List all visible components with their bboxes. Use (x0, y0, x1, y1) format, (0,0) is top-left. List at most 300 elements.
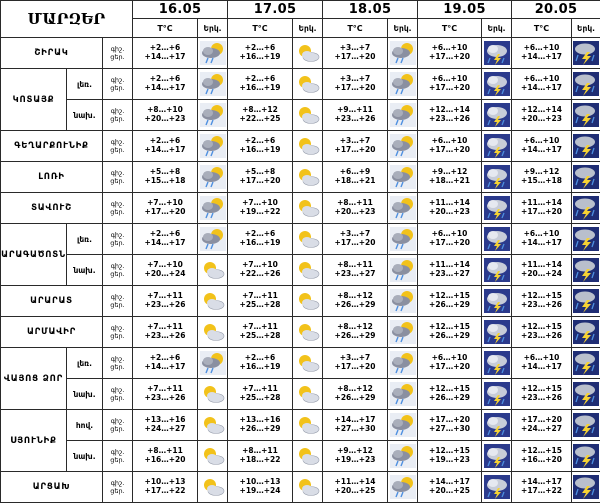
forecast-body (1, 38, 600, 503)
day-temperature: +26…+29 (323, 332, 387, 341)
night-temperature: +12…+15 (418, 385, 481, 394)
night-temperature: +17…+20 (418, 416, 481, 425)
sun-cloud-rain-icon (198, 193, 228, 224)
day-temperature: +17…+20 (323, 84, 387, 93)
time-labels (103, 38, 133, 69)
date-header: 19.05 (418, 1, 512, 19)
temperature-cell (512, 348, 572, 379)
night-temperature: +9…+12 (323, 447, 387, 456)
night-temperature: +7…+11 (228, 385, 292, 394)
temperature-cell (228, 317, 293, 348)
day-temperature: +15…+18 (133, 177, 197, 186)
sun-cloud-rain-icon (388, 317, 418, 348)
region-row (1, 224, 600, 255)
day-temperature: +25…+28 (228, 332, 292, 341)
night-label: գիշ. (103, 169, 132, 177)
thunderstorm-icon (572, 224, 600, 255)
temperature-cell (228, 162, 293, 193)
day-temperature: +17…+20 (228, 177, 292, 186)
night-temperature: +9…+12 (512, 168, 571, 177)
temperature-cell (133, 162, 198, 193)
night-temperature: +5…+8 (133, 168, 197, 177)
night-temperature: +12…+15 (512, 447, 571, 456)
temp-column-header: T°C (512, 19, 572, 38)
temperature-cell (228, 441, 293, 472)
temperature-cell (512, 131, 572, 162)
night-temperature: +10…+13 (228, 478, 292, 487)
day-temperature: +14…+17 (512, 363, 571, 372)
temperature-cell (133, 38, 198, 69)
sun-cloud-icon (293, 193, 323, 224)
night-temperature: +7…+11 (133, 385, 197, 394)
day-temperature: +17…+20 (323, 146, 387, 155)
night-label: գիշ. (103, 138, 132, 146)
storm-cloud-icon (482, 286, 512, 317)
night-label: գիշ. (103, 324, 132, 332)
night-temperature: +13…+16 (228, 416, 292, 425)
sun-cloud-rain-icon (198, 38, 228, 69)
zone-label: նախ. (67, 379, 103, 410)
night-temperature: +12…+15 (418, 292, 481, 301)
night-temperature: +2…+6 (228, 137, 292, 146)
day-temperature: +17…+20 (418, 53, 481, 62)
time-labels (103, 224, 133, 255)
zone-label: նախ. (67, 100, 103, 131)
day-temperature: +23…+26 (512, 394, 571, 403)
day-temperature: +18…+22 (228, 456, 292, 465)
day-temperature: +26…+29 (323, 394, 387, 403)
thunderstorm-icon (572, 162, 600, 193)
night-temperature: +17…+20 (512, 416, 571, 425)
day-temperature: +19…+23 (323, 456, 387, 465)
temperature-cell (418, 286, 482, 317)
night-temperature: +11…+14 (418, 261, 481, 270)
night-temperature: +6…+10 (512, 137, 571, 146)
day-temperature: +25…+28 (228, 301, 292, 310)
region-row (1, 348, 600, 379)
night-temperature: +8…+11 (133, 447, 197, 456)
time-labels (103, 348, 133, 379)
temperature-cell (323, 286, 388, 317)
temperature-cell (228, 348, 293, 379)
night-temperature: +12…+14 (418, 106, 481, 115)
sun-cloud-rain-icon (388, 100, 418, 131)
thunderstorm-icon (572, 100, 600, 131)
day-label: ցեր. (103, 115, 132, 123)
temperature-cell (228, 38, 293, 69)
sun-cloud-icon (293, 162, 323, 193)
night-temperature: +7…+11 (133, 292, 197, 301)
day-temperature: +25…+28 (228, 394, 292, 403)
temperature-cell (133, 100, 198, 131)
day-label: ցեր. (103, 487, 132, 495)
day-temperature: +17…+20 (418, 84, 481, 93)
sun-cloud-rain-icon (388, 286, 418, 317)
region-row (1, 255, 600, 286)
day-temperature: +23…+26 (133, 301, 197, 310)
day-temperature: +23…+26 (133, 332, 197, 341)
day-temperature: +14…+17 (133, 84, 197, 93)
region-name: ԿՈՏԱՅՔ (1, 69, 67, 131)
storm-cloud-icon (482, 193, 512, 224)
temperature-cell (512, 38, 572, 69)
region-row (1, 100, 600, 131)
time-labels (103, 317, 133, 348)
storm-cloud-icon (482, 441, 512, 472)
region-name: ԱՐԱՐԱՏ (1, 286, 103, 317)
day-temperature: +17…+20 (323, 363, 387, 372)
day-temperature: +14…+17 (133, 146, 197, 155)
day-temperature: +16…+19 (228, 146, 292, 155)
storm-cloud-icon (482, 131, 512, 162)
sun-cloud-icon (293, 348, 323, 379)
day-temperature: +14…+17 (133, 239, 197, 248)
sun-cloud-icon (198, 441, 228, 472)
night-label: գիշ. (103, 479, 132, 487)
day-temperature: +17…+20 (418, 146, 481, 155)
night-temperature: +6…+10 (512, 44, 571, 53)
time-labels (103, 69, 133, 100)
sun-cloud-icon (198, 472, 228, 503)
night-temperature: +8…+11 (323, 261, 387, 270)
temperature-cell (512, 410, 572, 441)
time-labels (103, 162, 133, 193)
sun-cloud-rain-icon (198, 100, 228, 131)
temperature-cell (512, 100, 572, 131)
night-temperature: +6…+10 (512, 75, 571, 84)
date-header: 18.05 (323, 1, 418, 19)
night-label: գիշ. (103, 262, 132, 270)
night-temperature: +6…+10 (418, 354, 481, 363)
day-temperature: +17…+20 (133, 208, 197, 217)
sun-cloud-icon (198, 379, 228, 410)
temperature-cell (228, 193, 293, 224)
night-temperature: +7…+10 (228, 199, 292, 208)
sun-cloud-icon (198, 286, 228, 317)
temperature-cell (512, 193, 572, 224)
temperature-cell (418, 162, 482, 193)
sun-cloud-rain-icon (388, 131, 418, 162)
thunderstorm-icon (572, 193, 600, 224)
night-temperature: +9…+11 (323, 106, 387, 115)
region-row (1, 38, 600, 69)
storm-cloud-icon (482, 69, 512, 100)
day-temperature: +23…+26 (133, 394, 197, 403)
night-label: գիշ. (103, 355, 132, 363)
date-header: 16.05 (133, 1, 228, 19)
day-temperature: +17…+20 (323, 239, 387, 248)
day-temperature: +27…+30 (418, 425, 481, 434)
night-temperature: +7…+11 (133, 323, 197, 332)
temperature-cell (133, 410, 198, 441)
sun-cloud-rain-icon (198, 69, 228, 100)
temperature-cell (228, 379, 293, 410)
night-temperature: +11…+14 (512, 261, 571, 270)
temperature-cell (133, 472, 198, 503)
night-temperature: +2…+6 (133, 354, 197, 363)
region-name: ՎԱՅՈՑ ՁՈՐ (1, 348, 67, 410)
table-title: ՄԱՐԶԵՐ (1, 1, 133, 38)
day-label: ցեր. (103, 270, 132, 278)
storm-cloud-icon (482, 348, 512, 379)
day-temperature: +23…+27 (323, 270, 387, 279)
night-temperature: +14…+17 (323, 416, 387, 425)
night-temperature: +3…+7 (323, 230, 387, 239)
temperature-cell (512, 379, 572, 410)
day-temperature: +16…+20 (512, 456, 571, 465)
temperature-cell (133, 348, 198, 379)
night-temperature: +8…+12 (323, 292, 387, 301)
storm-cloud-icon (482, 317, 512, 348)
night-label: գիշ. (103, 386, 132, 394)
temperature-cell (418, 348, 482, 379)
time-labels (103, 255, 133, 286)
sun-cloud-rain-icon (198, 348, 228, 379)
temperature-cell (418, 317, 482, 348)
night-temperature: +7…+10 (228, 261, 292, 270)
day-temperature: +20…+25 (323, 487, 387, 496)
day-temperature: +22…+25 (228, 115, 292, 124)
night-temperature: +2…+6 (133, 75, 197, 84)
region-row (1, 317, 600, 348)
temp-column-header: T°C (228, 19, 293, 38)
temperature-cell (323, 255, 388, 286)
night-label: գիշ. (103, 293, 132, 301)
sun-cloud-icon (293, 472, 323, 503)
night-temperature: +3…+7 (323, 75, 387, 84)
day-temperature: +24…+27 (512, 425, 571, 434)
day-temperature: +16…+19 (228, 363, 292, 372)
sun-cloud-rain-icon (388, 348, 418, 379)
day-temperature: +20…+23 (512, 115, 571, 124)
night-temperature: +7…+10 (133, 261, 197, 270)
sun-cloud-rain-icon (388, 441, 418, 472)
day-temperature: +26…+29 (323, 301, 387, 310)
sun-cloud-icon (293, 379, 323, 410)
temperature-cell (228, 472, 293, 503)
sun-cloud-icon (198, 255, 228, 286)
region-name: ՏԱՎՈՒՇ (1, 193, 103, 224)
sun-cloud-icon (198, 410, 228, 441)
time-labels (103, 131, 133, 162)
sun-cloud-icon (293, 317, 323, 348)
time-labels (103, 410, 133, 441)
day-temperature: +14…+17 (512, 84, 571, 93)
day-temperature: +22…+26 (228, 270, 292, 279)
time-labels (103, 286, 133, 317)
sun-cloud-icon (293, 441, 323, 472)
region-row (1, 69, 600, 100)
temperature-cell (512, 162, 572, 193)
storm-cloud-icon (482, 162, 512, 193)
temperature-cell (323, 317, 388, 348)
sun-cloud-icon (293, 255, 323, 286)
day-label: ցեր. (103, 301, 132, 309)
temperature-cell (512, 317, 572, 348)
day-temperature: +16…+19 (228, 239, 292, 248)
time-labels (103, 193, 133, 224)
temperature-cell (323, 38, 388, 69)
night-temperature: +12…+15 (418, 447, 481, 456)
sun-cloud-icon (293, 410, 323, 441)
temperature-cell (133, 131, 198, 162)
sun-cloud-rain-icon (198, 131, 228, 162)
night-temperature: +8…+11 (323, 199, 387, 208)
sun-cloud-rain-icon (388, 379, 418, 410)
thunderstorm-icon (572, 38, 600, 69)
temperature-cell (418, 100, 482, 131)
thunderstorm-icon (572, 348, 600, 379)
storm-cloud-icon (482, 410, 512, 441)
night-label: գիշ. (103, 107, 132, 115)
day-temperature: +20…+23 (418, 208, 481, 217)
night-temperature: +2…+6 (228, 44, 292, 53)
day-temperature: +24…+27 (133, 425, 197, 434)
night-temperature: +11…+14 (418, 199, 481, 208)
night-temperature: +8…+12 (228, 106, 292, 115)
temperature-cell (133, 193, 198, 224)
temperature-cell (133, 286, 198, 317)
temperature-cell (512, 69, 572, 100)
night-temperature: +2…+6 (133, 44, 197, 53)
day-temperature: +20…+24 (512, 270, 571, 279)
day-temperature: +18…+21 (323, 177, 387, 186)
night-temperature: +11…+14 (512, 199, 571, 208)
time-labels (103, 100, 133, 131)
region-row (1, 472, 600, 503)
sun-cloud-rain-icon (388, 162, 418, 193)
time-labels (103, 441, 133, 472)
sun-cloud-icon (293, 286, 323, 317)
day-temperature: +26…+29 (418, 394, 481, 403)
temp-column-header: T°C (418, 19, 482, 38)
temperature-cell (133, 379, 198, 410)
sun-cloud-rain-icon (388, 38, 418, 69)
day-temperature: +15…+18 (512, 177, 571, 186)
day-label: ցեր. (103, 456, 132, 464)
day-temperature: +23…+27 (418, 270, 481, 279)
day-temperature: +26…+29 (418, 332, 481, 341)
night-temperature: +3…+7 (323, 354, 387, 363)
night-label: գիշ. (103, 417, 132, 425)
storm-cloud-icon (482, 100, 512, 131)
thunderstorm-icon (572, 255, 600, 286)
temperature-cell (323, 162, 388, 193)
day-temperature: +17…+22 (133, 487, 197, 496)
temperature-cell (133, 441, 198, 472)
night-temperature: +12…+14 (512, 106, 571, 115)
sun-cloud-icon (293, 131, 323, 162)
region-row (1, 162, 600, 193)
thunderstorm-icon (572, 379, 600, 410)
zone-label: հով. (67, 410, 103, 441)
region-row (1, 193, 600, 224)
thunderstorm-icon (572, 69, 600, 100)
day-temperature: +26…+29 (418, 301, 481, 310)
night-temperature: +6…+10 (418, 44, 481, 53)
thunderstorm-icon (572, 286, 600, 317)
date-header: 20.05 (512, 1, 600, 19)
night-temperature: +8…+12 (323, 385, 387, 394)
night-temperature: +6…+10 (418, 137, 481, 146)
day-temperature: +17…+22 (512, 487, 571, 496)
day-temperature: +20…+25 (418, 487, 481, 496)
night-temperature: +6…+10 (512, 354, 571, 363)
day-label: ցեր. (103, 177, 132, 185)
day-label: ցեր. (103, 394, 132, 402)
night-temperature: +9…+12 (418, 168, 481, 177)
temperature-cell (323, 441, 388, 472)
night-temperature: +6…+10 (512, 230, 571, 239)
temperature-cell (418, 255, 482, 286)
sun-cloud-icon (198, 317, 228, 348)
temperature-cell (323, 348, 388, 379)
region-name: ԱՐԱԳԱԾՈՏՆ (1, 224, 67, 286)
temperature-cell (418, 193, 482, 224)
thunderstorm-icon (572, 317, 600, 348)
weather-column-header: Երկ. (388, 19, 418, 38)
day-temperature: +16…+19 (228, 84, 292, 93)
thunderstorm-icon (572, 472, 600, 503)
storm-cloud-icon (482, 255, 512, 286)
temperature-cell (228, 224, 293, 255)
temperature-cell (133, 255, 198, 286)
temperature-cell (418, 224, 482, 255)
temperature-cell (418, 131, 482, 162)
night-temperature: +2…+6 (228, 75, 292, 84)
sun-cloud-rain-icon (388, 472, 418, 503)
weather-column-header: Երկ. (293, 19, 323, 38)
day-temperature: +14…+17 (512, 53, 571, 62)
night-temperature: +7…+10 (133, 199, 197, 208)
day-temperature: +20…+23 (323, 208, 387, 217)
temperature-cell (418, 69, 482, 100)
day-label: ցեր. (103, 208, 132, 216)
day-temperature: +17…+20 (323, 53, 387, 62)
night-temperature: +6…+10 (418, 230, 481, 239)
night-temperature: +2…+6 (133, 230, 197, 239)
night-temperature: +2…+6 (228, 230, 292, 239)
night-temperature: +6…+9 (323, 168, 387, 177)
region-row (1, 131, 600, 162)
region-name: ԱՐՑԱԽ (1, 472, 103, 503)
night-temperature: +8…+12 (323, 323, 387, 332)
night-temperature: +2…+6 (133, 137, 197, 146)
temp-column-header: T°C (323, 19, 388, 38)
night-temperature: +12…+15 (512, 323, 571, 332)
zone-label: լեռ. (67, 69, 103, 100)
night-temperature: +10…+13 (133, 478, 197, 487)
night-temperature: +8…+10 (133, 106, 197, 115)
temperature-cell (228, 69, 293, 100)
sun-cloud-icon (293, 38, 323, 69)
time-labels (103, 472, 133, 503)
day-label: ցեր. (103, 84, 132, 92)
temperature-cell (323, 69, 388, 100)
day-temperature: +14…+17 (133, 53, 197, 62)
weather-column-header: Երկ. (482, 19, 512, 38)
zone-label: լեռ. (67, 224, 103, 255)
temperature-cell (512, 255, 572, 286)
thunderstorm-icon (572, 410, 600, 441)
temperature-cell (133, 224, 198, 255)
day-temperature: +20…+24 (133, 270, 197, 279)
day-temperature: +20…+23 (133, 115, 197, 124)
day-temperature: +19…+24 (228, 487, 292, 496)
night-label: գիշ. (103, 45, 132, 53)
region-name: ԱՐՄԱՎԻՐ (1, 317, 103, 348)
weather-column-header: Երկ. (198, 19, 228, 38)
